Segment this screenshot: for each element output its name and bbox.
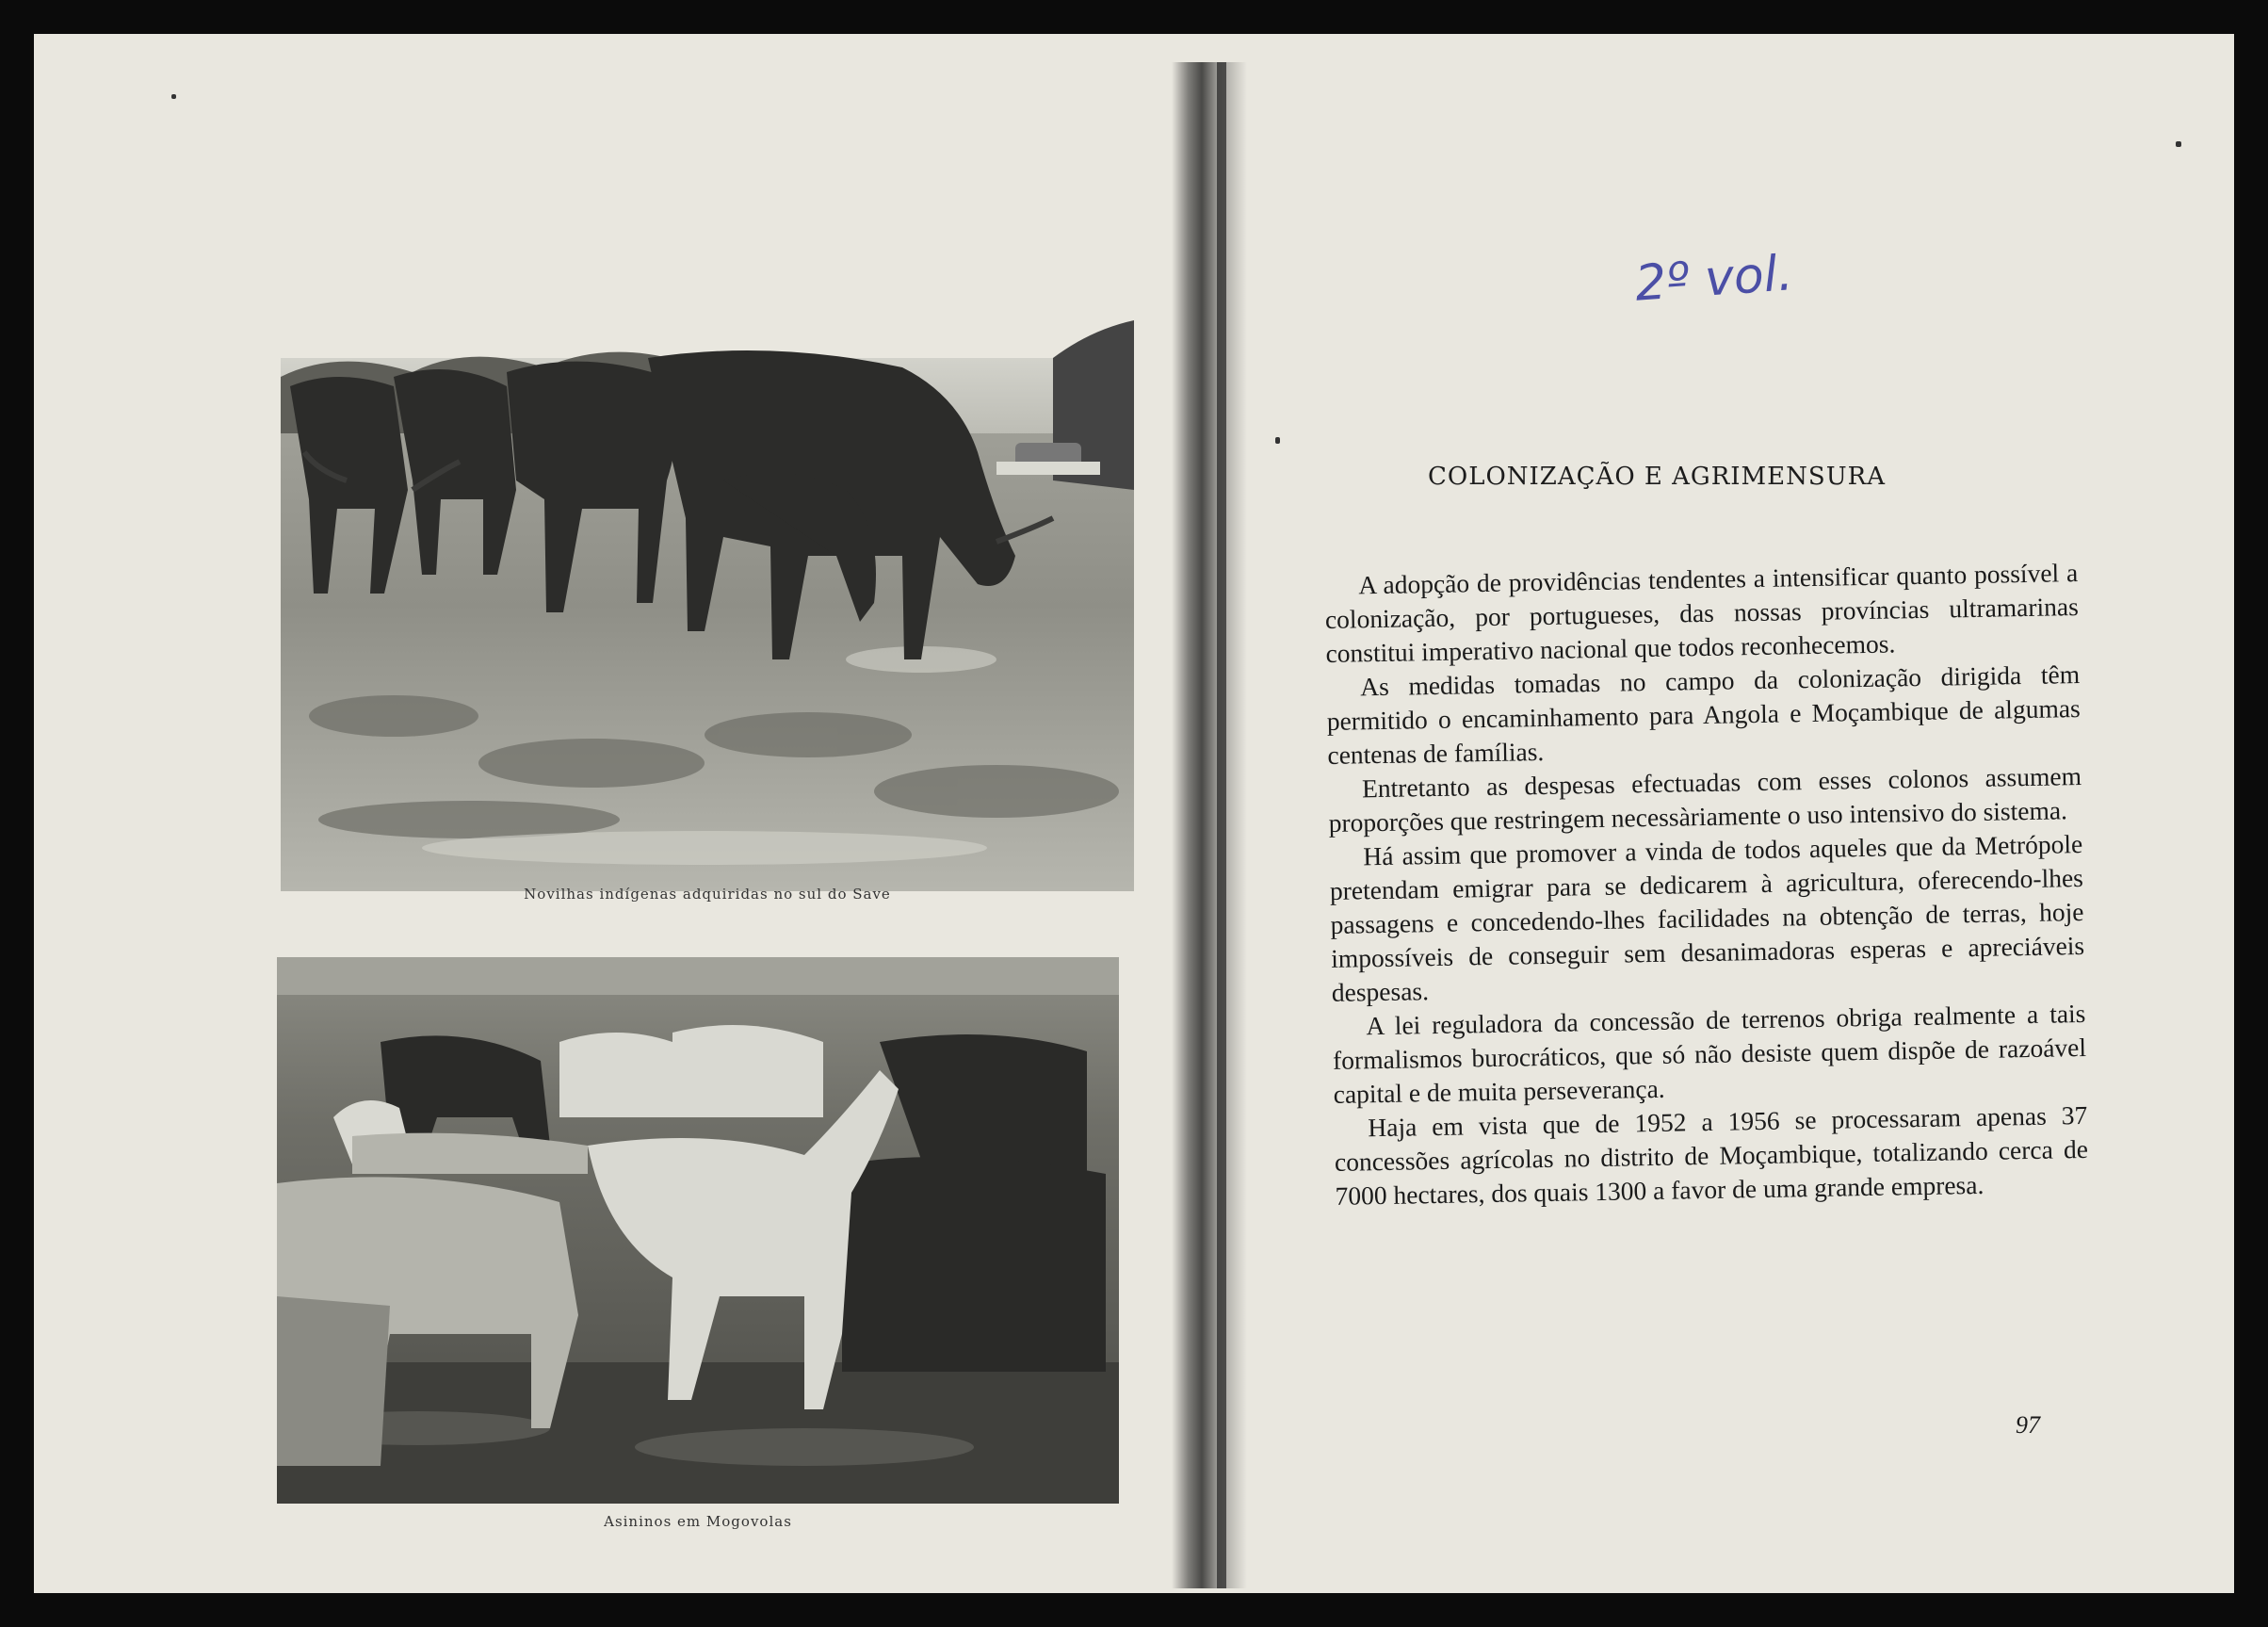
paragraph: A lei reguladora da concessão de terrenos obriga realmente a tais formalismos burocráticos, que só não desiste quem dispõe de razoável capital e de muita perseverança. — [1332, 998, 2087, 1109]
paragraph: Haja em vista que de 1952 a 1956 se processaram apenas 37 concessões agrícolas no distrito de Moçambique, totalizando cerca de 7000 hectares, dos quais 1300 a favor de uma grande empresa. — [1334, 1099, 2089, 1211]
scan-speck — [171, 94, 176, 99]
paragraph: A adopção de providências tendentes a intensificar quanto possível a colonização, por portugueses, das nossas províncias ultramarinas constitui imperativo nacional que todos reconhecemos. — [1324, 558, 2080, 668]
binding-gutter — [1172, 62, 1247, 1588]
binding-shadow-line — [1217, 62, 1226, 1588]
page-number: 97 — [2016, 1411, 2040, 1439]
paragraph: As medidas tomadas no campo da colonização dirigida têm permitido o encaminhamento para Angola e Moçambique de algumas centenas de famílias. — [1326, 659, 2081, 770]
photo-donkeys-caption: Asininos em Mogovolas — [604, 1513, 792, 1530]
body-text — [1324, 556, 2089, 1213]
handwritten-volume-note: 2º vol. — [1633, 245, 1795, 313]
paragraph: Há assim que promover a vinda de todos aqueles que da Metrópole pretendam emigrar para se dedicarem à agricultura, oferecendo-lhes passagens e concedendo-lhes facilidades na obtenção de terras, hoje impossíveis de conseguir sem desanimadoras esperas e apreciáveis despesas. — [1329, 828, 2085, 1007]
photo-donkeys — [277, 957, 1119, 1504]
section-title: COLONIZAÇÃO E AGRIMENSURA — [1428, 463, 1886, 491]
scanned-spread — [34, 34, 2234, 1593]
scan-speck — [2176, 141, 2181, 147]
scan-speck — [1275, 437, 1280, 444]
paragraph: Entretanto as despesas efectuadas com esses colonos assumem proporções que restringem necessàriamente o uso intensivo do sistema. — [1328, 761, 2082, 838]
photo-cattle-caption: Novilhas indígenas adquiridas no sul do Save — [524, 886, 891, 903]
photo-cattle — [281, 320, 1134, 891]
